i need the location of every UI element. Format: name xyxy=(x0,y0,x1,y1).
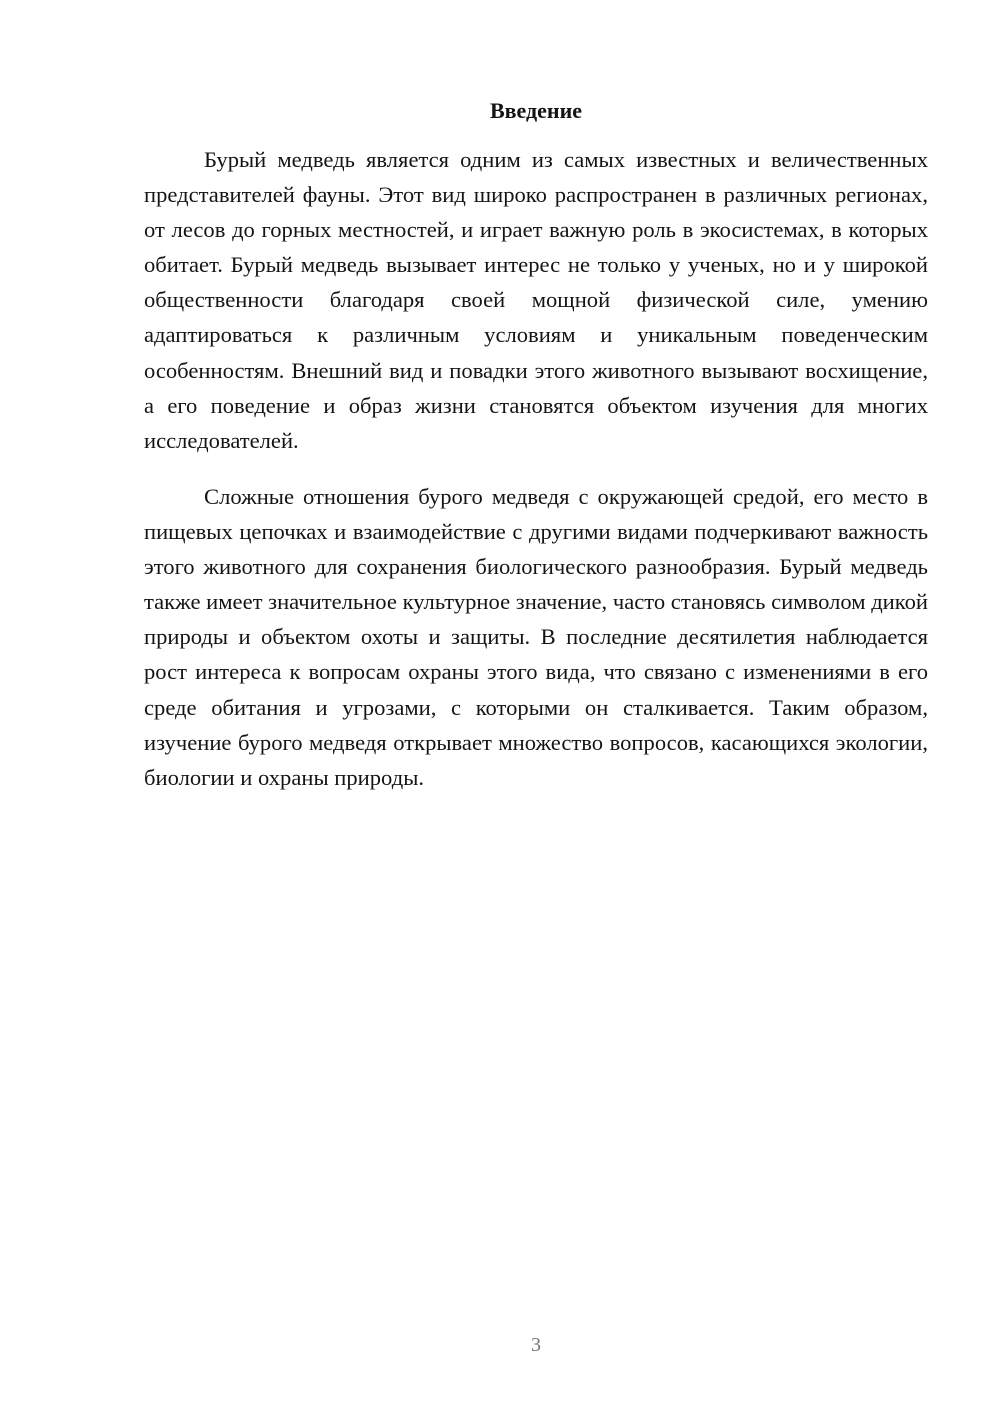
body-paragraph: Бурый медведь является одним из самых известных и величественных представителей фауны. Этот вид широко распространен в различных регионах, от лесов до горных местностей, и играет важную роль в экосистемах, в которых обитает. Бурый медведь вызывает интерес не только у ученых, но и у широкой общественности благодаря своей мощной физической силе, умению адаптироваться к различным условиям и уникальным поведенческим особенностям. Внешний вид и повадки этого животного вызывают восхищение, а его поведение и образ жизни становятся объектом изучения для многих исследователей. xyxy=(144,147,928,453)
paragraph-container xyxy=(144,479,928,795)
body-paragraph: Сложные отношения бурого медведя с окружающей средой, его место в пищевых цепочках и взаимодействие с другими видами подчеркивают важность этого животного для сохранения биологического разнообразия. Бурый медведь также имеет значительное культурное значение, часто становясь символом дикой природы и объектом охоты и защиты. В последние десятилетия наблюдается рост интереса к вопросам охраны этого вида, что связано с изменениями в его среде обитания и угрозами, с которыми он сталкивается. Таким образом, изучение бурого медведя открывает множество вопросов, касающихся экологии, биологии и охраны природы. xyxy=(144,484,928,790)
paragraph-container xyxy=(144,142,928,458)
section-heading: Введение xyxy=(489,98,583,123)
page-number: 3 xyxy=(531,1334,541,1356)
